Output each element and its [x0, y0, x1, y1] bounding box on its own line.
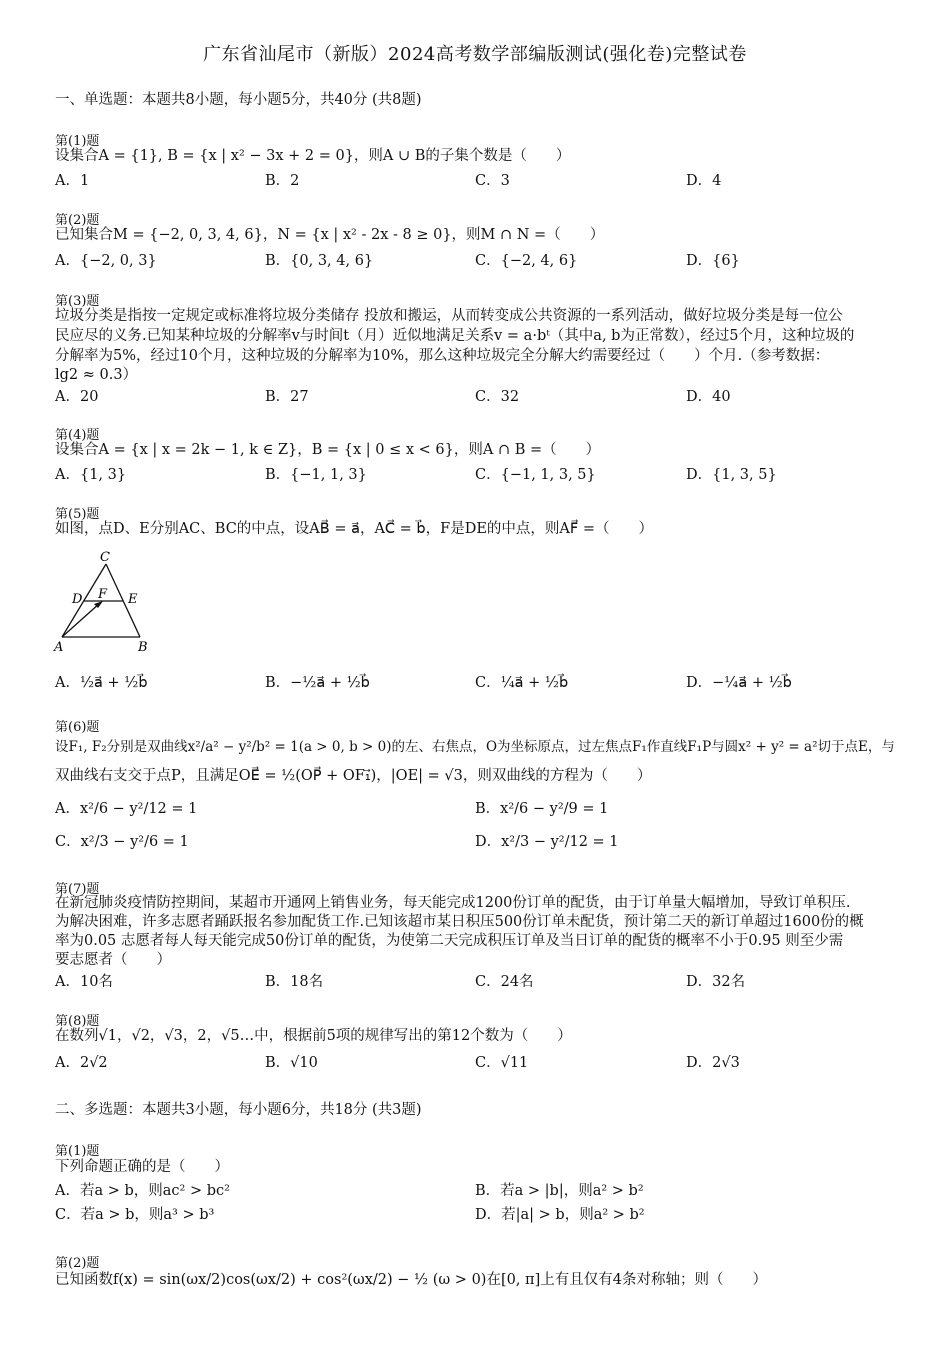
m2-number: 第(2)题 [55, 1256, 100, 1271]
q4-option-c: C．{−1, 1, 3, 5} [475, 467, 596, 483]
section1-heading: 一、单选题：本题共8小题，每小题5分，共40分 (共8题) [55, 92, 422, 108]
q7-line-2: 为解决困难，许多志愿者踊跃报名参加配货工作.已知该超市某日积压500份订单未配货，预计第二天的新订单超过1600份的概 [55, 914, 864, 930]
label-b: B [138, 640, 148, 655]
q3-number: 第(3)题 [55, 294, 100, 309]
q6-option-d: D．x²/3 − y²/12 = 1 [475, 834, 619, 850]
q4-option-d: D．{1, 3, 5} [686, 467, 777, 483]
q6-number: 第(6)题 [55, 720, 100, 735]
q3-line-2: 民应尽的义务.已知某种垃圾的分解率v与时间t（月）近似地满足关系v = a·bᵗ（其中a, b为正常数），经过5个月，这种垃圾的 [55, 328, 855, 344]
q7-option-c: C．24名 [475, 974, 534, 990]
q3-option-b: B．27 [265, 389, 309, 405]
q2-option-b: B．{0, 3, 4, 6} [265, 253, 374, 269]
q8-option-c: C．√11 [475, 1055, 529, 1071]
q5-option-b: B．−½a⃗ + ½b⃗ [265, 675, 370, 691]
q4-number: 第(4)题 [55, 428, 100, 443]
q7-number: 第(7)题 [55, 882, 100, 897]
q7-line-1: 在新冠肺炎疫情防控期间，某超市开通网上销售业务，每天能完成1200份订单的配货，由于订单量大幅增加，导致订单积压. [55, 895, 851, 911]
q4-option-a: A．{1, 3} [55, 467, 127, 483]
q6-line-1: 设F₁, F₂分别是双曲线x²/a² − y²/b² = 1(a > 0, b > 0)的左、右焦点，O为坐标原点，过左焦点F₁作直线F₁P与圆x² + y² = a²切于点E，与 [55, 739, 895, 755]
q2-stem: 已知集合M = {−2, 0, 3, 4, 6}，N = {x | x² - 2x - 8 ≥ 0}，则M ∩ N =（ ） [55, 227, 605, 243]
q7-option-b: B．18名 [265, 974, 324, 990]
m1-option-c: C．若a > b，则a³ > b³ [55, 1207, 215, 1223]
page-title: 广东省汕尾市（新版）2024高考数学部编版测试(强化卷)完整试卷 [203, 44, 747, 65]
q8-option-b: B．√10 [265, 1055, 318, 1071]
q8-option-a: A．2√2 [55, 1055, 108, 1071]
label-e: E [128, 592, 138, 607]
q2-option-d: D．{6} [686, 253, 740, 269]
vector-af [62, 603, 100, 637]
q1-option-c: C．3 [475, 173, 510, 189]
q6-option-a: A．x²/6 − y²/12 = 1 [55, 801, 198, 817]
q1-stem: 设集合A = {1}, B = {x | x² − 3x + 2 = 0}，则A ∪ B的子集个数是（ ） [55, 148, 571, 164]
q5-option-d: D．−¼a⃗ + ½b⃗ [686, 675, 792, 691]
q5-option-a: A．½a⃗ + ½b⃗ [55, 675, 148, 691]
label-a: A [54, 640, 64, 655]
q5-option-c: C．¼a⃗ + ½b⃗ [475, 675, 569, 691]
q7-line-4: 要志愿者（ ） [55, 952, 171, 968]
q3-option-c: C．32 [475, 389, 520, 405]
q2-number: 第(2)题 [55, 213, 100, 228]
q8-number: 第(8)题 [55, 1014, 100, 1029]
q7-option-a: A．10名 [55, 974, 113, 990]
q1-option-a: A．1 [55, 173, 90, 189]
q8-stem: 在数列√1，√2，√3，2，√5…中，根据前5项的规律写出的第12个数为（ ） [55, 1028, 572, 1044]
q3-line-3: 分解率为5%，经过10个月，这种垃圾的分解率为10%，那么这种垃圾完全分解大约需要经过（ ）个月.（参考数据： [55, 348, 830, 364]
q8-option-d: D．2√3 [686, 1055, 740, 1071]
q4-stem: 设集合A = {x | x = 2k − 1, k ∈ Z}，B = {x | 0 ≤ x < 6}，则A ∩ B =（ ） [55, 442, 601, 458]
q3-line-1: 垃圾分类是指按一定规定或标准将垃圾分类储存 投放和搬运，从而转变成公共资源的一系列活动，做好垃圾分类是每一位公 [55, 308, 843, 324]
label-d: D [72, 592, 83, 607]
q5-triangle-figure [50, 548, 160, 658]
m1-option-a: A．若a > b，则ac² > bc² [55, 1183, 230, 1199]
label-f: F [98, 587, 108, 602]
q6-line-2: 双曲线右支交于点P，且满足OE⃗ = ½(OP⃗ + OF₁⃗)，|OE| = √3，则双曲线的方程为（ ） [55, 768, 652, 784]
m2-stem: 已知函数f(x) = sin(ωx/2)cos(ωx/2) + cos²(ωx/2) − ½ (ω > 0)在[0, π]上有且仅有4条对称轴；则（ ） [55, 1272, 767, 1288]
q2-option-c: C．{−2, 4, 6} [475, 253, 578, 269]
m1-option-d: D．若|a| > b，则a² > b² [475, 1207, 645, 1223]
q5-number: 第(5)题 [55, 507, 100, 522]
q3-option-a: A．20 [55, 389, 99, 405]
label-c: C [100, 550, 110, 565]
section2-heading: 二、多选题：本题共3小题，每小题6分，共18分 (共3题) [55, 1102, 422, 1118]
q2-option-a: A．{−2, 0, 3} [55, 253, 157, 269]
q3-option-d: D．40 [686, 389, 731, 405]
q7-option-d: D．32名 [686, 974, 746, 990]
q1-number: 第(1)题 [55, 134, 100, 149]
q6-option-c: C．x²/3 − y²/6 = 1 [55, 834, 189, 850]
q1-option-b: B．2 [265, 173, 300, 189]
q3-line-4: lg2 ≈ 0.3） [55, 367, 138, 383]
q4-option-b: B．{−1, 1, 3} [265, 467, 367, 483]
m1-option-b: B．若a > |b|，则a² > b² [475, 1183, 644, 1199]
q6-option-b: B．x²/6 − y²/9 = 1 [475, 801, 609, 817]
q1-option-d: D．4 [686, 173, 722, 189]
m1-stem: 下列命题正确的是（ ） [55, 1159, 229, 1175]
m1-number: 第(1)题 [55, 1144, 100, 1159]
q7-line-3: 率为0.05 志愿者每人每天能完成50份订单的配货，为使第二天完成积压订单及当日订单的配货的概率不小于0.95 则至少需 [55, 933, 844, 949]
q5-stem: 如图，点D、E分别AC、BC的中点，设AB⃗ = a⃗，AC⃗ = b⃗，F是DE的中点，则AF⃗ =（ ） [55, 521, 653, 537]
